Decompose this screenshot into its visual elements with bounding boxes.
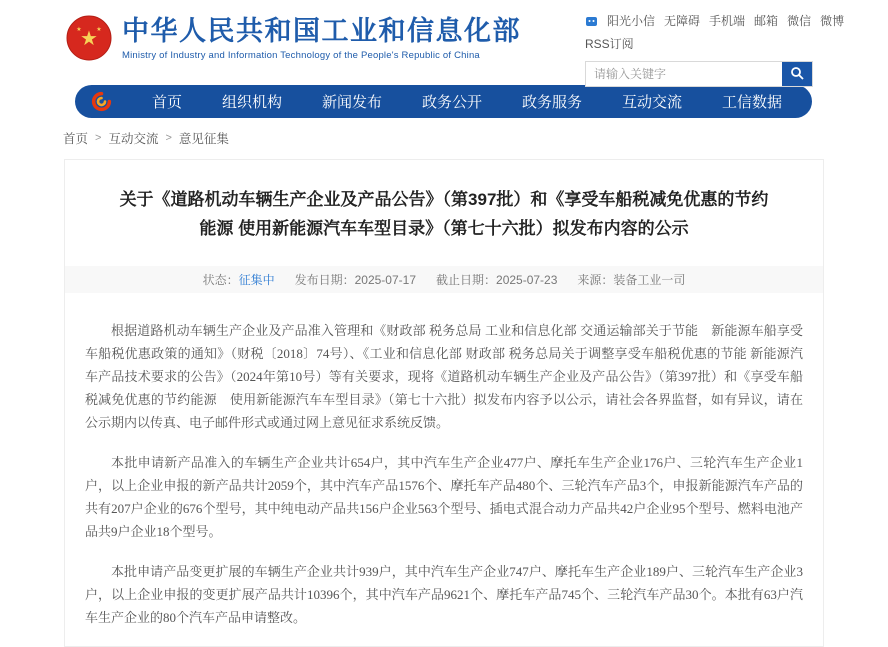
svg-text:★: ★ bbox=[80, 28, 98, 50]
meta-deadline-label: 截止日期： bbox=[436, 272, 497, 287]
meta-status-value[interactable]: 征集中 bbox=[238, 272, 275, 287]
nav-item-home[interactable]: 首页 bbox=[151, 94, 182, 111]
miit-swirl-logo-icon bbox=[91, 91, 112, 112]
site-title-cn: 中华人民共和国工业和信息化部 bbox=[122, 16, 521, 46]
link-rss[interactable]: RSS订阅 bbox=[585, 37, 634, 51]
main-nav bbox=[75, 85, 812, 118]
meta-publish-value: 2025-07-17 bbox=[354, 272, 416, 287]
national-emblem-icon bbox=[66, 15, 112, 61]
paragraph: 本批申请新产品准入的车辆生产企业共计654户，其中汽车生产企业477户、摩托车生产企业176户、三轮汽车生产企业1户，以上企业申报的新产品共计2059个，其中汽车产品1576个、摩托车产品480个、三轮汽车产品3个，申报新能源汽车产品的共有207户企业的676个型号，其中纯电动产品共156户企业563个型号、插电式混合动力产品共42户企业95个型号、燃料电池产品共9户企业18个型号。 bbox=[85, 454, 803, 539]
search-bar bbox=[585, 61, 813, 87]
nav-item-gov-affairs[interactable]: 政务公开 bbox=[421, 94, 482, 111]
meta-source-value: 装备工业一司 bbox=[613, 272, 686, 287]
article-body bbox=[65, 293, 823, 629]
breadcrumb-separator: > bbox=[165, 132, 172, 144]
link-sunshine-assistant[interactable]: 阳光小信 bbox=[607, 14, 656, 28]
nav-item-miit-data[interactable]: 工信数据 bbox=[721, 94, 782, 111]
meta-source bbox=[577, 271, 685, 288]
meta-deadline bbox=[436, 271, 557, 288]
meta-publish-date bbox=[295, 271, 416, 288]
site-title-en: Ministry of Industry and Information Technology of the People's Republic of China bbox=[122, 49, 480, 61]
meta-status-label: 状态： bbox=[202, 272, 239, 287]
breadcrumb-solicitation[interactable]: 意见征集 bbox=[178, 132, 229, 146]
link-accessibility[interactable]: 无障碍 bbox=[664, 14, 701, 28]
svg-text:★: ★ bbox=[76, 27, 82, 33]
search-icon bbox=[790, 66, 804, 83]
svg-text:★: ★ bbox=[96, 27, 102, 33]
link-weibo[interactable]: 微博 bbox=[820, 14, 845, 28]
breadcrumb-separator: > bbox=[95, 132, 102, 144]
site-logo-block bbox=[66, 15, 521, 61]
meta-source-label: 来源： bbox=[577, 272, 614, 287]
site-header bbox=[0, 0, 888, 85]
meta-publish-label: 发布日期： bbox=[294, 272, 355, 287]
link-mailbox[interactable]: 邮箱 bbox=[754, 14, 779, 28]
link-wechat[interactable]: 微信 bbox=[787, 14, 812, 28]
header-right bbox=[585, 12, 845, 87]
nav-item-gov-services[interactable]: 政务服务 bbox=[521, 94, 582, 111]
quick-links bbox=[585, 12, 845, 29]
meta-deadline-value: 2025-07-23 bbox=[496, 272, 558, 287]
article-panel bbox=[64, 159, 824, 647]
paragraph: 根据道路机动车辆生产企业及产品准入管理和《财政部 税务总局 工业和信息化部 交通运输部关于节能 新能源车船享受车船税优惠政策的通知》（财税〔2018〕74号）、《工业和信息化部 财政部 税务总局关于调整享受车船税优惠的节能 新能源汽车产品技术要求的公告》（2024年第10号）等有关要求，现将《道路机动车辆生产企业及产品公告》（第397批）和《享受车船税减免优惠的节约能源 使用新能源汽车车型目录》（第七十六批）拟发布内容予以公示，请社会各界监督，如有异议，请在公示期内以传真、电子邮件形式或通过网上意见征求系统反馈。 bbox=[85, 322, 803, 430]
nav-item-news[interactable]: 新闻发布 bbox=[321, 94, 382, 111]
link-mobile[interactable]: 手机端 bbox=[709, 14, 746, 28]
search-input[interactable] bbox=[586, 62, 782, 86]
breadcrumb-home[interactable]: 首页 bbox=[63, 132, 89, 146]
assistant-robot-icon bbox=[585, 15, 598, 27]
article-meta bbox=[65, 266, 823, 293]
breadcrumb bbox=[63, 129, 888, 147]
search-button[interactable] bbox=[782, 62, 812, 86]
nav-item-interaction[interactable]: 互动交流 bbox=[621, 94, 682, 111]
article-title: 关于《道路机动车辆生产企业及产品公告》（第397批）和《享受车船税减免优惠的节约能源 使用新能源汽车车型目录》（第七十六批）拟发布内容的公示 bbox=[119, 190, 769, 238]
meta-status bbox=[203, 271, 275, 288]
nav-item-organization[interactable]: 组织机构 bbox=[221, 94, 282, 111]
breadcrumb-interaction[interactable]: 互动交流 bbox=[108, 132, 159, 146]
paragraph: 本批申请产品变更扩展的车辆生产企业共计939户，其中汽车生产企业747户、摩托车生产企业189户、三轮汽车生产企业3户，以上企业申报的变更扩展产品共计10396个，其中汽车产品9621个、摩托车产品745个、三轮汽车产品30个。本批有63户汽车生产企业的80个汽车产品申请整改。 bbox=[85, 563, 803, 625]
